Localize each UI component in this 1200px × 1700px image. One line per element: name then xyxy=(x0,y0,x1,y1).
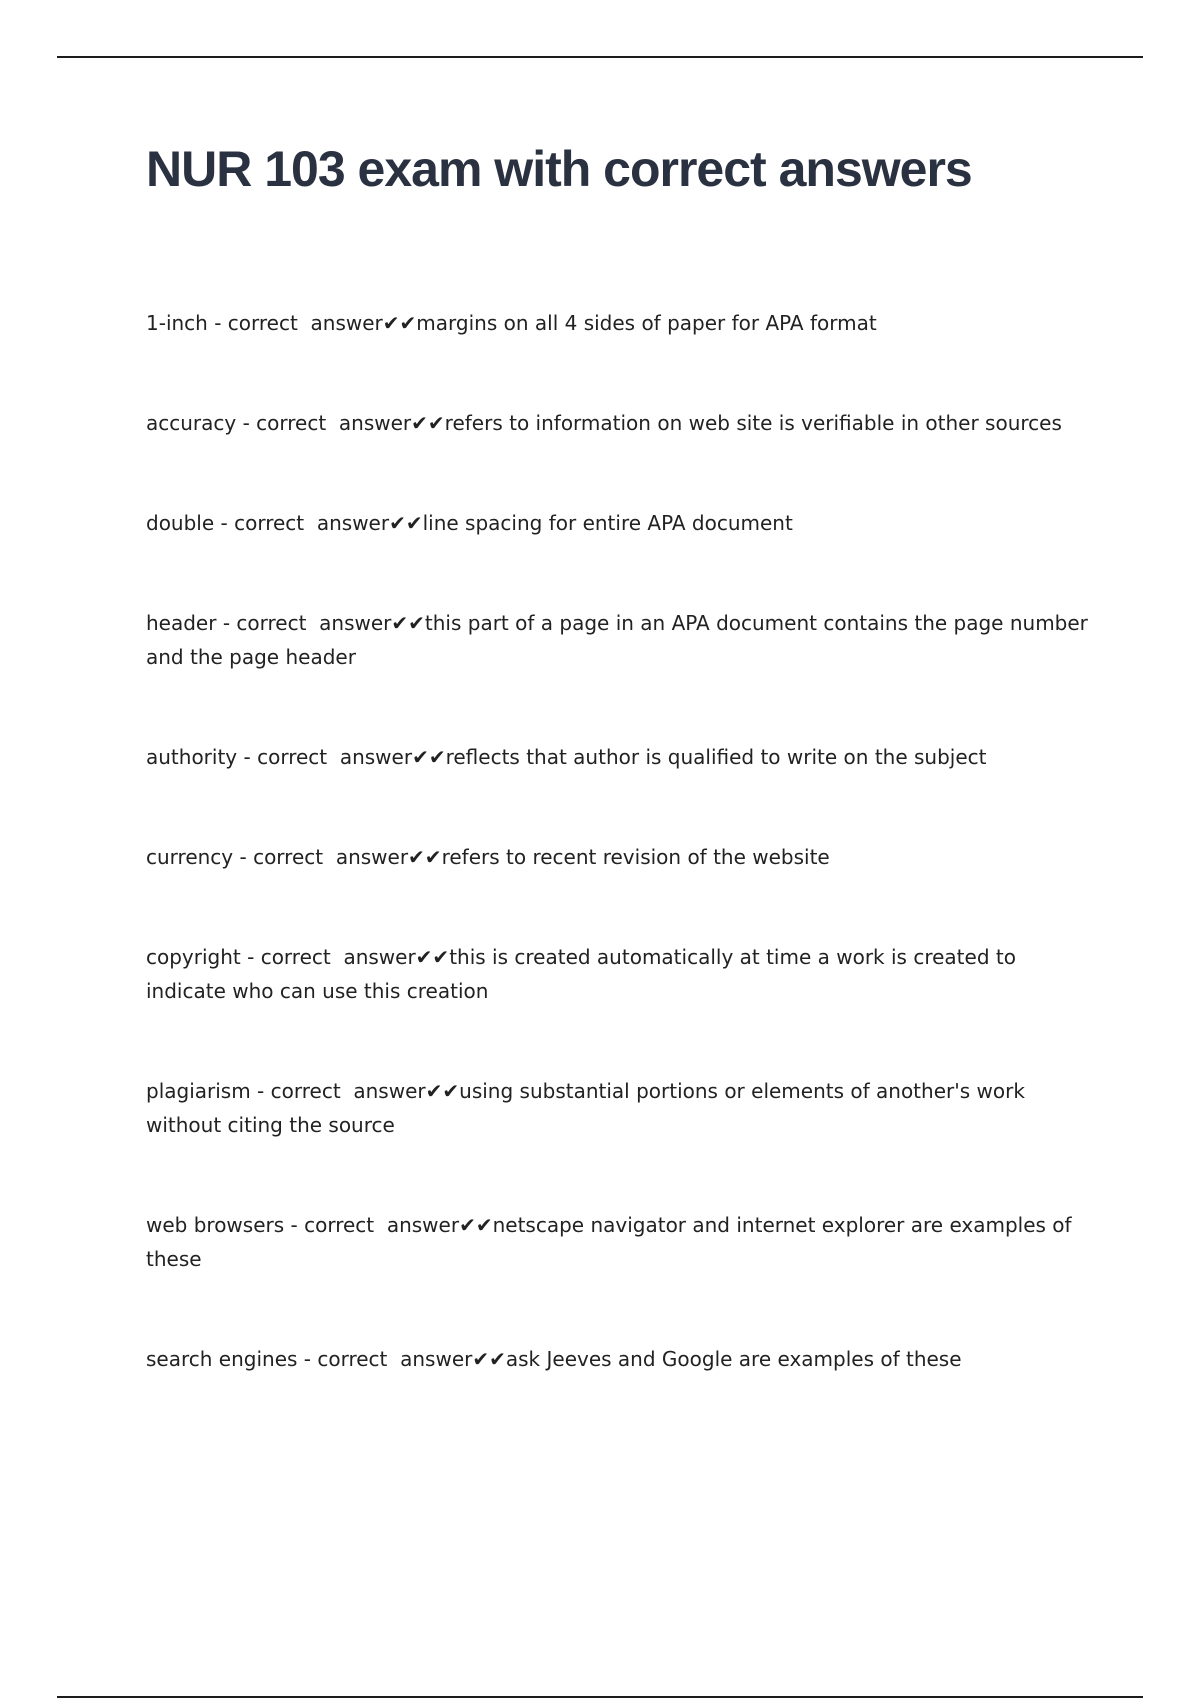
qa-item xyxy=(146,840,1096,874)
qa-item xyxy=(146,306,1096,340)
qa-answer: margins on all 4 sides of paper for APA format xyxy=(416,311,877,335)
qa-item xyxy=(146,1074,1096,1142)
qa-term: currency xyxy=(146,845,234,869)
qa-term: authority xyxy=(146,745,238,769)
qa-item xyxy=(146,1342,1096,1376)
top-rule xyxy=(57,56,1143,58)
qa-answer: line spacing for entire APA document xyxy=(422,511,793,535)
qa-list xyxy=(146,306,1096,1376)
qa-term: accuracy xyxy=(146,411,237,435)
qa-separator: - correct answer✔✔ xyxy=(250,1079,460,1103)
qa-term: 1-inch xyxy=(146,311,208,335)
qa-item xyxy=(146,506,1096,540)
qa-term: web browsers xyxy=(146,1213,285,1237)
qa-separator: - correct answer✔✔ xyxy=(207,311,417,335)
qa-term: search engines xyxy=(146,1347,298,1371)
page-title: NUR 103 exam with correct answers xyxy=(146,141,972,197)
qa-separator: - correct answer✔✔ xyxy=(216,611,425,635)
qa-item xyxy=(146,940,1096,1008)
qa-answer: refers to recent revision of the website xyxy=(441,845,830,869)
qa-answer: ask Jeeves and Google are examples of these xyxy=(505,1347,962,1371)
qa-separator: - correct answer✔✔ xyxy=(236,411,445,435)
bottom-rule xyxy=(57,1696,1143,1698)
qa-separator: - correct answer✔✔ xyxy=(233,845,442,869)
qa-separator: - correct answer✔✔ xyxy=(240,945,450,969)
qa-term: double xyxy=(146,511,215,535)
qa-separator: - correct answer✔✔ xyxy=(284,1213,493,1237)
qa-answer: this part of a page in an APA document contains the page number and the page header xyxy=(146,611,1088,669)
qa-separator: - correct answer✔✔ xyxy=(214,511,423,535)
qa-separator: - correct answer✔✔ xyxy=(297,1347,506,1371)
qa-separator: - correct answer✔✔ xyxy=(237,745,446,769)
qa-item xyxy=(146,1208,1096,1276)
qa-answer: this is created automatically at time a work is created to indicate who can use this creation xyxy=(146,945,1016,1003)
qa-answer: refers to information on web site is verifiable in other sources xyxy=(444,411,1062,435)
qa-term: copyright xyxy=(146,945,241,969)
qa-answer: reflects that author is qualified to write on the subject xyxy=(445,745,987,769)
qa-answer: netscape navigator and internet explorer are examples of these xyxy=(146,1213,1072,1271)
qa-item xyxy=(146,740,1096,774)
qa-term: plagiarism xyxy=(146,1079,251,1103)
qa-term: header xyxy=(146,611,217,635)
qa-item xyxy=(146,406,1096,440)
qa-answer: using substantial portions or elements of another's work without citing the source xyxy=(146,1079,1025,1137)
qa-item xyxy=(146,606,1096,674)
